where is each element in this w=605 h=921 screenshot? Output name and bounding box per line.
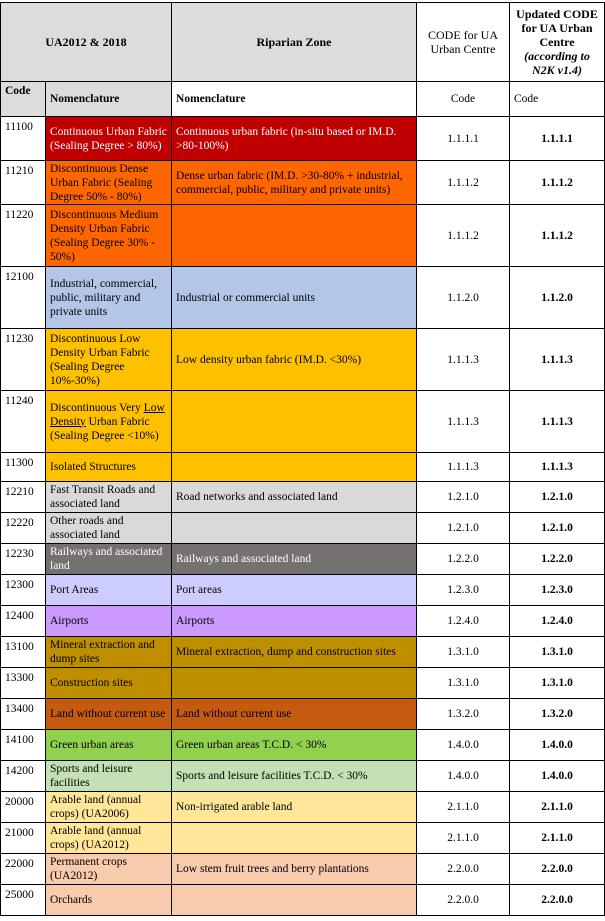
table-row: [1, 482, 605, 513]
ua-code-cell: 1.4.0.0: [417, 761, 510, 792]
table-row: [1, 637, 605, 668]
table-row: [1, 668, 605, 699]
ua-code-cell: 1.1.1.3: [417, 453, 510, 482]
ua-nomenclature-cell: Land without current use: [46, 699, 172, 730]
ua-nomenclature-cell: Industrial, commercial, public, military and private units: [46, 267, 172, 329]
ua-nomenclature-cell: [46, 391, 172, 453]
updated-code-cell: 2.2.0.0: [510, 854, 605, 885]
table-row: [1, 606, 605, 637]
updated-code-cell: 1.1.1.2: [510, 205, 605, 267]
riparian-nomenclature-cell: [172, 823, 417, 854]
updated-code-cell: 1.1.1.3: [510, 453, 605, 482]
code-cell: 25000: [1, 885, 46, 916]
table-row: [1, 161, 605, 205]
updated-code-cell: 1.4.0.0: [510, 761, 605, 792]
ua-code-cell: 1.1.1.2: [417, 161, 510, 205]
code-cell: 13400: [1, 699, 46, 730]
riparian-nomenclature-cell: Green urban areas T.C.D. < 30%: [172, 730, 417, 761]
updated-code-cell: 1.2.1.0: [510, 513, 605, 544]
updated-code-cell: 2.2.0.0: [510, 885, 605, 916]
code-cell: 12300: [1, 575, 46, 606]
code-cell: 12400: [1, 606, 46, 637]
code-ua-header: CODE for UA Urban Centre: [417, 3, 510, 82]
riparian-nomenclature-cell: [172, 513, 417, 544]
table-row: [1, 792, 605, 823]
riparian-nomenclature-cell: Railways and associated land: [172, 544, 417, 575]
ua-code-cell: 2.2.0.0: [417, 885, 510, 916]
table-row: [1, 117, 605, 161]
ua-nomenclature-cell: Discontinuous Dense Urban Fabric (Sealing Degree 50% - 80%): [46, 161, 172, 205]
updated-code-cell: 1.1.2.0: [510, 267, 605, 329]
code-cell: 13100: [1, 637, 46, 668]
ua-nomenclature-cell: Railways and associated land: [46, 544, 172, 575]
updated-code-cell: 1.2.2.0: [510, 544, 605, 575]
code-column-header: Code: [1, 82, 46, 117]
riparian-header: Riparian Zone: [172, 3, 417, 82]
updated-code-cell: 1.3.1.0: [510, 668, 605, 699]
ua-nomenclature-cell: Isolated Structures: [46, 453, 172, 482]
ua-code-cell: 1.1.1.3: [417, 391, 510, 453]
table-row: [1, 854, 605, 885]
ua-nomenclature-cell: Construction sites: [46, 668, 172, 699]
ua-nomenclature-cell: Other roads and associated land: [46, 513, 172, 544]
ua-nomenclature-cell: Port Areas: [46, 575, 172, 606]
riparian-nomenclature-cell: [172, 205, 417, 267]
ua-header: UA2012 & 2018: [1, 3, 172, 82]
ua-nomenclature-cell: Airports: [46, 606, 172, 637]
ua-code-cell: 1.2.4.0: [417, 606, 510, 637]
ua-nomenclature-header: Nomenclature: [46, 82, 172, 117]
riparian-nomenclature-cell: Continuous urban fabric (in-situ based or IM.D. >80-100%): [172, 117, 417, 161]
updated-code-cell: 1.1.1.3: [510, 329, 605, 391]
ua-code-cell: 1.1.1.3: [417, 329, 510, 391]
ua-nomenclature-part: Low Density: [50, 401, 165, 428]
updated-code-cell: 1.1.1.1: [510, 117, 605, 161]
riparian-nomenclature-cell: [172, 453, 417, 482]
updated-code-cell: 1.3.2.0: [510, 699, 605, 730]
table-row: [1, 699, 605, 730]
code-cell: 20000: [1, 792, 46, 823]
ua-code-cell: 2.1.1.0: [417, 823, 510, 854]
ua-nomenclature-cell: Orchards: [46, 885, 172, 916]
ua-nomenclature-cell: Permanent crops (UA2012): [46, 854, 172, 885]
riparian-nomenclature-header: Nomenclature: [172, 82, 417, 117]
table-row: [1, 885, 605, 916]
ua-code-cell: 2.2.0.0: [417, 854, 510, 885]
riparian-nomenclature-cell: Land without current use: [172, 699, 417, 730]
ua-nomenclature-cell: Fast Transit Roads and associated land: [46, 482, 172, 513]
ua-code-cell: 1.1.2.0: [417, 267, 510, 329]
ua-nomenclature-cell: Green urban areas: [46, 730, 172, 761]
table-row: [1, 575, 605, 606]
code-cell: 12100: [1, 267, 46, 329]
code-cell: 11300: [1, 453, 46, 482]
code-cell: 13300: [1, 668, 46, 699]
riparian-nomenclature-cell: Low density urban fabric (IM.D. <30%): [172, 329, 417, 391]
ua-nomenclature-part: Discontinuous Very: [50, 401, 144, 414]
riparian-nomenclature-cell: Low stem fruit trees and berry plantations: [172, 854, 417, 885]
table-row: [1, 823, 605, 854]
code-cell: 14200: [1, 761, 46, 792]
code-cell: 11240: [1, 391, 46, 453]
ua-nomenclature-cell: Discontinuous Medium Density Urban Fabric (Sealing Degree 30% - 50%): [46, 205, 172, 267]
code-cell: 22000: [1, 854, 46, 885]
updated-code-cell: 2.1.1.0: [510, 823, 605, 854]
ua-code-cell: 2.1.1.0: [417, 792, 510, 823]
updated-code-cell: 2.1.1.0: [510, 792, 605, 823]
ua-code-cell: 1.1.1.2: [417, 205, 510, 267]
ua-nomenclature-cell: Continuous Urban Fabric (Sealing Degree > 80%): [46, 117, 172, 161]
code-cell: 11210: [1, 161, 46, 205]
ua-code-cell: 1.2.3.0: [417, 575, 510, 606]
updated-code-cell: 1.2.1.0: [510, 482, 605, 513]
ua-code-cell: 1.4.0.0: [417, 730, 510, 761]
code-cell: 12230: [1, 544, 46, 575]
riparian-nomenclature-cell: Road networks and associated land: [172, 482, 417, 513]
ua-code-cell: 1.3.2.0: [417, 699, 510, 730]
code-cell: 12210: [1, 482, 46, 513]
updated-code-cell: 1.2.4.0: [510, 606, 605, 637]
table-row: [1, 205, 605, 267]
ua-nomenclature-part: Urban Fabric (Sealing Degree <10%): [50, 415, 159, 442]
riparian-nomenclature-cell: Industrial or commercial units: [172, 267, 417, 329]
updated-code-subtitle: (according to N2K v1.4): [524, 49, 590, 77]
riparian-nomenclature-cell: Airports: [172, 606, 417, 637]
ua-nomenclature-cell: Arable land (annual crops) (UA2006): [46, 792, 172, 823]
table-row: [1, 267, 605, 329]
nomenclature-table: [0, 2, 605, 916]
riparian-nomenclature-cell: [172, 391, 417, 453]
table-row: [1, 329, 605, 391]
ua-code-cell: 1.2.1.0: [417, 482, 510, 513]
ua-code-cell: 1.3.1.0: [417, 668, 510, 699]
ua-code-cell: 1.1.1.1: [417, 117, 510, 161]
table-row: [1, 391, 605, 453]
code-cell: 14100: [1, 730, 46, 761]
updated-code-title: Updated CODE for UA Urban Centre: [516, 7, 598, 49]
table-row: [1, 513, 605, 544]
riparian-nomenclature-cell: Mineral extraction, dump and construction sites: [172, 637, 417, 668]
table-row: [1, 761, 605, 792]
ua-code-cell: 1.2.2.0: [417, 544, 510, 575]
table-row: [1, 730, 605, 761]
ua-nomenclature-cell: Mineral extraction and dump sites: [46, 637, 172, 668]
code-cell: 11100: [1, 117, 46, 161]
updated-code-subheader: Code: [510, 82, 605, 117]
riparian-nomenclature-cell: Port areas: [172, 575, 417, 606]
updated-code-cell: 1.4.0.0: [510, 730, 605, 761]
code-cell: 11220: [1, 205, 46, 267]
code-cell: 12220: [1, 513, 46, 544]
code-ua-subheader: Code: [417, 82, 510, 117]
riparian-nomenclature-cell: Dense urban fabric (IM.D. >30-80% + industrial, commercial, public, military and private units): [172, 161, 417, 205]
riparian-nomenclature-cell: [172, 885, 417, 916]
riparian-nomenclature-cell: [172, 668, 417, 699]
table-row: [1, 544, 605, 575]
updated-code-header: [510, 3, 605, 82]
code-cell: 21000: [1, 823, 46, 854]
ua-code-cell: 1.2.1.0: [417, 513, 510, 544]
updated-code-cell: 1.3.1.0: [510, 637, 605, 668]
table-row: [1, 453, 605, 482]
updated-code-cell: 1.1.1.3: [510, 391, 605, 453]
code-cell: 11230: [1, 329, 46, 391]
riparian-nomenclature-cell: Non-irrigated arable land: [172, 792, 417, 823]
ua-code-cell: 1.3.1.0: [417, 637, 510, 668]
ua-nomenclature-cell: Sports and leisure facilities: [46, 761, 172, 792]
ua-nomenclature-cell: Arable land (annual crops) (UA2012): [46, 823, 172, 854]
updated-code-cell: 1.2.3.0: [510, 575, 605, 606]
riparian-nomenclature-cell: Sports and leisure facilities T.C.D. < 30%: [172, 761, 417, 792]
updated-code-cell: 1.1.1.2: [510, 161, 605, 205]
ua-nomenclature-cell: Discontinuous Low Density Urban Fabric (Sealing Degree 10%-30%): [46, 329, 172, 391]
